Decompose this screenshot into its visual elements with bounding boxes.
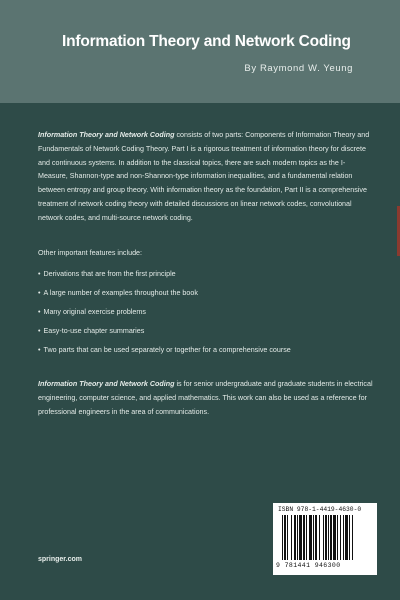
bullet-icon: •: [38, 327, 41, 335]
description-text: consists of two parts: Components of Information Theory and Fundamentals of Network Coding Theory. Part I is a rigorous treatment of information theory for discrete and continuous systems. In addition to the classical topics, there are such modern topics as the I-Measure, Shannon-type and non-Shannon-type information inequalities, and a fundamental relation between entropy and group theory. With information theory as the foundation, Part II is a comprehensive treatment of network coding theory with detailed discussions on linear network codes, convolutional network codes, and multi-source network coding.: [38, 131, 370, 222]
bullet-icon: •: [38, 308, 41, 316]
description-book-title: Information Theory and Network Coding: [38, 131, 175, 139]
feature-item: • Easy-to-use chapter summaries: [38, 327, 145, 335]
feature-item: • Many original exercise problems: [38, 308, 146, 316]
feature-item: • Derivations that are from the first principle: [38, 270, 176, 278]
bullet-icon: •: [38, 346, 41, 354]
isbn-label: ISBN 978-1-4419-4630-0: [278, 506, 362, 513]
features-list: [38, 268, 291, 363]
audience-book-title: Information Theory and Network Coding: [38, 380, 175, 388]
barcode-box: [273, 503, 377, 575]
description-paragraph: [38, 129, 370, 226]
ean-digits: 9 781441 946300: [276, 562, 341, 569]
feature-item: • Two parts that can be used separately or together for a comprehensive course: [38, 346, 291, 354]
features-intro: Other important features include:: [38, 249, 142, 257]
publisher-url: springer.com: [38, 556, 82, 563]
header-band: [0, 0, 400, 103]
bullet-icon: •: [38, 270, 41, 278]
bullet-icon: •: [38, 289, 41, 297]
barcode-icon: [281, 515, 371, 562]
audience-paragraph: [38, 378, 374, 419]
feature-item: • A large number of examples throughout the book: [38, 289, 198, 297]
author-line: By Raymond W. Yeung: [244, 63, 353, 74]
audience-text: is for senior undergraduate and graduate students in electrical engineering, computer science, and applied mathematics. This work can also be used as a reference for professional engineers in the area of communications.: [38, 380, 373, 416]
book-title: Information Theory and Network Coding: [62, 33, 351, 50]
